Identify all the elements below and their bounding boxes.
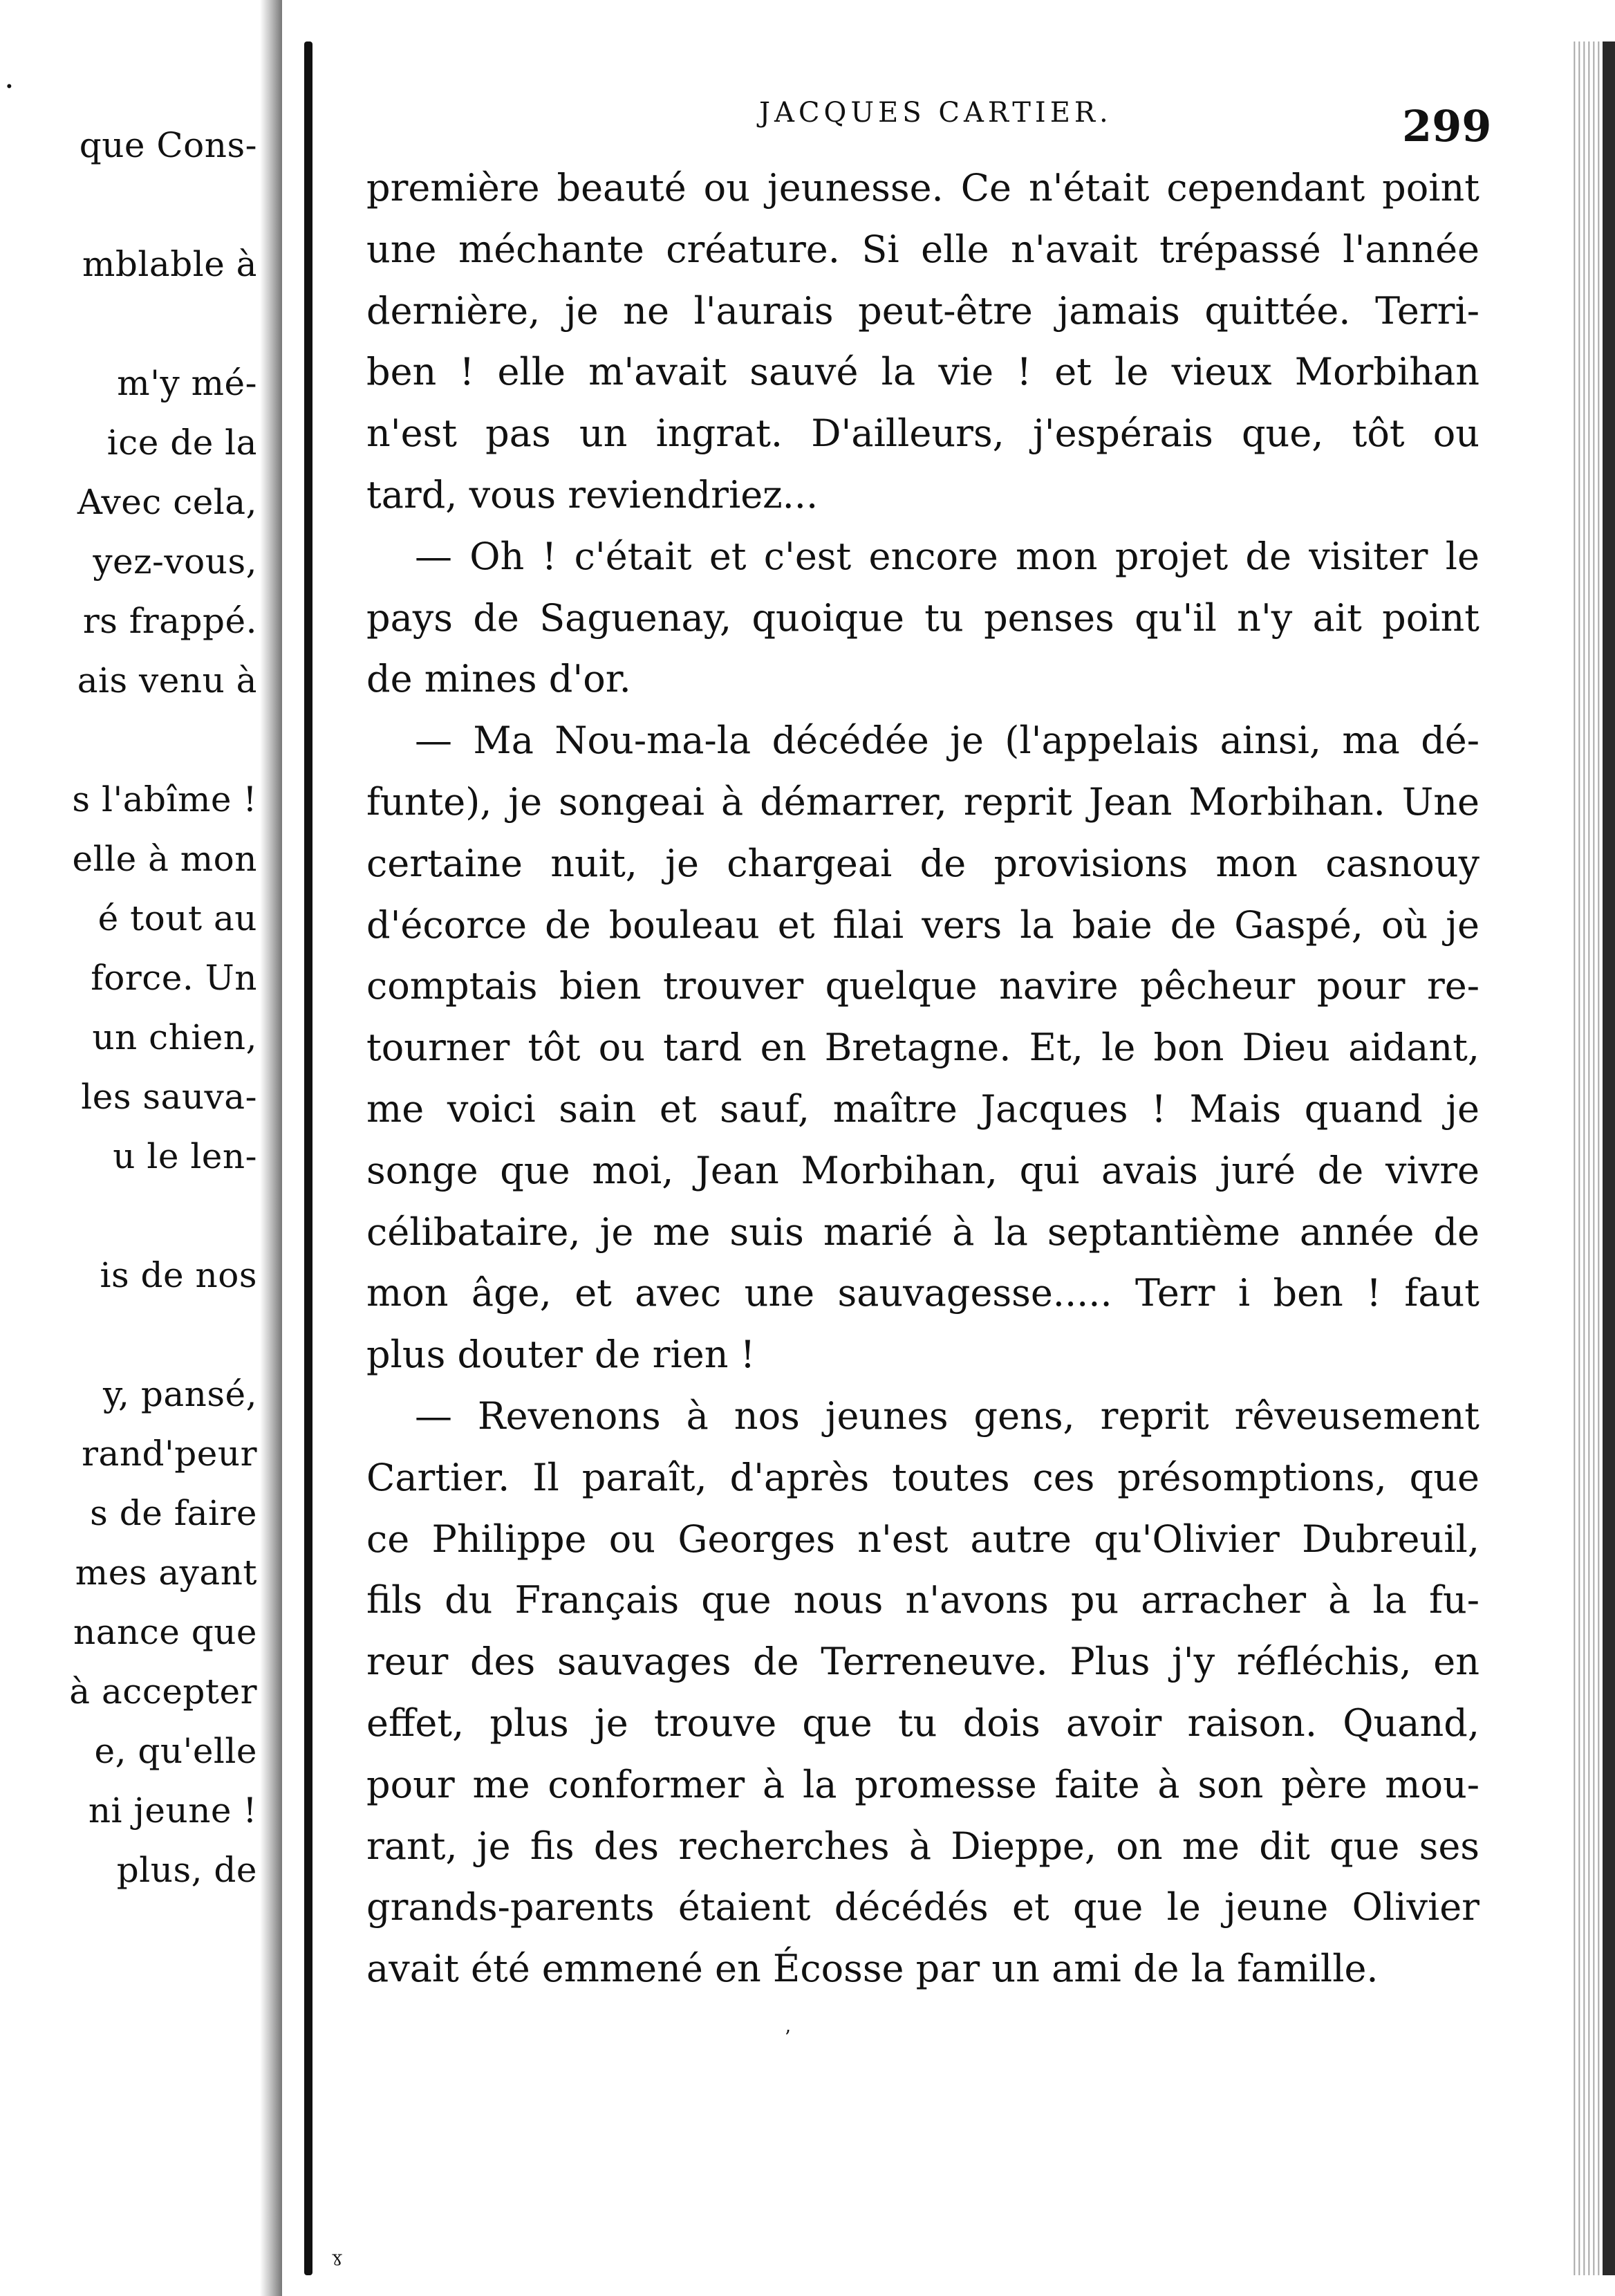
text-line: tourner tôt ou tard en Bretagne. Et, le bon Dieu aidant, — [366, 1026, 1479, 1070]
text-line: songe que moi, Jean Morbihan, qui avais juré de vivre — [366, 1148, 1479, 1192]
text-line: me voici sain et sauf, maître Jacques ! Mais quand je — [366, 1086, 1479, 1131]
previous-page-line: les sauva- — [81, 1077, 257, 1117]
ink-speck: ʼ — [784, 2026, 790, 2049]
previous-page-corner-mark: . — [4, 58, 15, 95]
text-line: effet, plus je trouve que tu dois avoir raison. Quand, — [366, 1701, 1479, 1745]
text-line: de mines d'or. — [366, 657, 631, 701]
previous-page-line: s l'abîme ! — [72, 779, 257, 820]
text-line: — Revenons à nos jeunes gens, reprit rêveusement — [415, 1394, 1479, 1438]
text-line: pays de Saguenay, quoique tu penses qu'il n'y ait point — [366, 595, 1479, 640]
previous-page-line: Avec cela, — [77, 482, 257, 522]
previous-page-line: ni jeune ! — [88, 1790, 257, 1831]
text-line: — Oh ! c'était et c'est encore mon projet de visiter le — [415, 534, 1479, 578]
previous-page-line: à accepter — [69, 1672, 257, 1712]
text-line: mon âge, et avec une sauvagesse..... Terr i ben ! faut — [366, 1271, 1479, 1315]
text-line: célibataire, je me suis marié à la septantième année de — [366, 1210, 1479, 1254]
text-line: Cartier. Il paraît, d'après toutes ces présomptions, que — [366, 1455, 1479, 1499]
text-line: dernière, je ne l'aurais peut-être jamais quittée. Terri- — [366, 288, 1479, 333]
text-line: — Ma Nou-ma-la décédée je (l'appelais ainsi, ma dé- — [415, 719, 1479, 763]
text-line: d'écorce de bouleau et filai vers la baie de Gaspé, où je — [366, 902, 1479, 947]
previous-page-line: force. Un — [91, 958, 257, 998]
previous-page-line: un chien, — [92, 1017, 257, 1057]
text-line: première beauté ou jeunesse. Ce n'était cependant point — [366, 166, 1479, 210]
previous-page-line: s de faire — [90, 1493, 257, 1533]
ink-speck: ˠ — [332, 2246, 343, 2278]
previous-page-line: yez-vous, — [93, 541, 257, 582]
previous-page-line: is de nos — [100, 1255, 257, 1295]
previous-page-line: mblable à — [82, 244, 257, 284]
previous-page-fragment — [0, 0, 268, 2296]
previous-page-line: y, pansé, — [102, 1374, 257, 1414]
running-head: JACQUES CARTIER. — [759, 97, 1112, 129]
previous-page-line: e, qu'elle — [94, 1731, 257, 1771]
previous-page-line: ice de la — [106, 423, 257, 463]
binding-edge — [304, 41, 312, 2275]
text-line: funte), je songeai à démarrer, reprit Jean Morbihan. Une — [366, 779, 1479, 824]
text-line: n'est pas un ingrat. D'ailleurs, j'espérais que, tôt ou — [366, 411, 1479, 456]
previous-page-line: plus, de — [116, 1850, 257, 1890]
previous-page-line: é tout au — [97, 898, 257, 938]
text-line: fils du Français que nous n'avons pu arracher à la fu- — [366, 1578, 1479, 1622]
previous-page-line: que Cons- — [79, 125, 257, 165]
text-line: ben ! elle m'avait sauvé la vie ! et le vieux Morbihan — [366, 350, 1479, 394]
text-line: certaine nuit, je chargeai de provisions mon casnouy — [366, 841, 1479, 885]
text-line: plus douter de rien ! — [366, 1333, 756, 1377]
text-line: une méchante créature. Si elle n'avait trépassé l'année — [366, 227, 1479, 271]
previous-page-line: mes ayant — [75, 1553, 257, 1593]
text-line: comptais bien trouver quelque navire pêcheur pour re- — [366, 964, 1479, 1008]
previous-page-line: rs frappé. — [82, 601, 257, 641]
previous-page-line: elle à mon — [72, 839, 257, 879]
text-line: pour me conformer à la promesse faite à son père mou- — [366, 1762, 1479, 1806]
previous-page-line: nance que — [73, 1612, 257, 1652]
text-line: reur des sauvages de Terreneuve. Plus j'y réfléchis, en — [366, 1640, 1479, 1684]
text-line: ce Philippe ou Georges n'est autre qu'Olivier Dubreuil, — [366, 1517, 1479, 1561]
text-line: avait été emmené en Écosse par un ami de la famille. — [366, 1947, 1379, 1991]
text-line: grands-parents étaient décédés et que le jeune Olivier — [366, 1885, 1479, 1929]
page-number: 299 — [1402, 101, 1492, 151]
book-fore-edge — [1603, 41, 1615, 2275]
body-text — [366, 158, 1479, 2000]
previous-page-line: u le len- — [113, 1136, 257, 1176]
text-line: rant, je fis des recherches à Dieppe, on me dit que ses — [366, 1824, 1479, 1868]
previous-page-line: rand'peur — [82, 1434, 257, 1474]
text-line: tard, vous reviendriez... — [366, 472, 819, 517]
page-shadow — [260, 0, 283, 2296]
previous-page-line: ais venu à — [77, 660, 257, 701]
previous-page-line: m'y mé- — [117, 363, 257, 403]
